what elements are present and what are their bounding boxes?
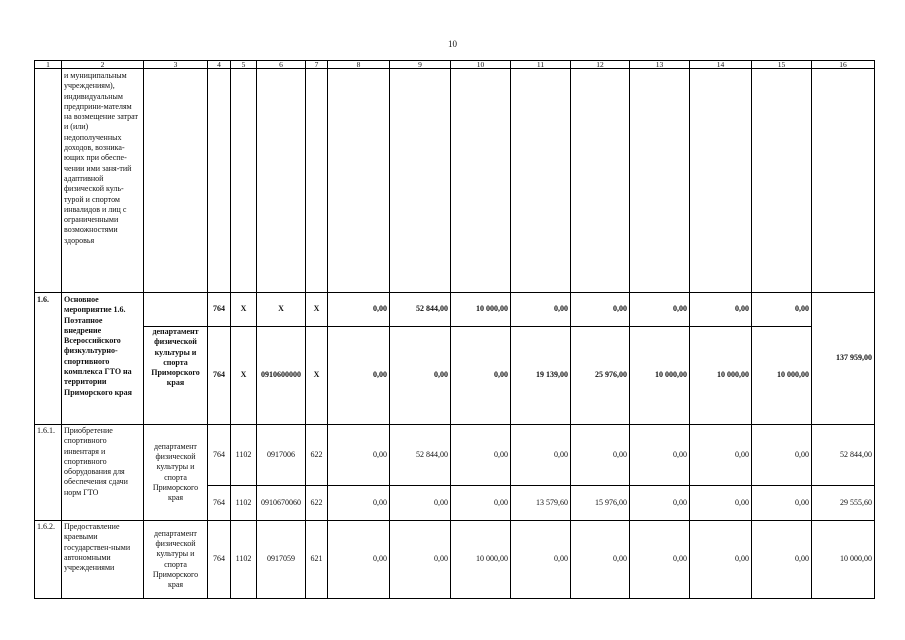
column-header: 7 [306, 61, 328, 69]
cell-c5: 1102 [231, 521, 257, 599]
cell-c11: 13 579,60 [511, 486, 571, 521]
cell-c13: 0,00 [630, 486, 690, 521]
column-header: 15 [752, 61, 812, 69]
cell-c16: 10 000,00 [812, 521, 875, 599]
page-number: 10 [448, 39, 457, 49]
cell-c13: 0,00 [630, 425, 690, 486]
cell-c9: 52 844,00 [390, 425, 451, 486]
executor: департамент физической культуры и спорта Приморского края [144, 425, 208, 521]
cell-c5: Х [231, 293, 257, 327]
item-name: Приобретение спортивного инвентаря и спортивного оборудования для обеспечения сдачи норм ГТО [62, 425, 144, 521]
cell-c4: 764 [208, 293, 231, 327]
cell-c15: 0,00 [752, 521, 812, 599]
executor: департамент физической культуры и спорта Приморского края [144, 327, 208, 425]
column-header: 14 [690, 61, 752, 69]
column-header: 4 [208, 61, 231, 69]
cell-c13: 10 000,00 [630, 327, 690, 425]
cell-c7: 622 [306, 486, 328, 521]
column-header: 9 [390, 61, 451, 69]
cell-c11: 0,00 [511, 293, 571, 327]
cell-c4: 764 [208, 486, 231, 521]
item-name: и муниципальным учреждениям), индивидуальным предприни-мателям на возмещение затрат и (или) недополученных доходов, возника-ющих при обеспе-чении ими заня-тий адаптивной физической куль-турой и спортом инвалидов и лиц с ограниченными возможностями здоровья [62, 69, 144, 293]
cell-c15: 10 000,00 [752, 327, 812, 425]
cell-c12: 0,00 [571, 293, 630, 327]
cell-c6: 0910600000 [257, 327, 306, 425]
cell-c14: 0,00 [690, 425, 752, 486]
cell-c8: 0,00 [328, 521, 390, 599]
cell-c11: 0,00 [511, 425, 571, 486]
cell-c8: 0,00 [328, 293, 390, 327]
cell-c13: 0,00 [630, 521, 690, 599]
column-header: 11 [511, 61, 571, 69]
column-header: 12 [571, 61, 630, 69]
cell-c7: 622 [306, 425, 328, 486]
cell-c5: Х [231, 327, 257, 425]
cell-c9: 52 844,00 [390, 293, 451, 327]
cell-c5: 1102 [231, 425, 257, 486]
cell-c6: 0917059 [257, 521, 306, 599]
cell-c10: 0,00 [451, 486, 511, 521]
cell-c12: 0,00 [571, 521, 630, 599]
row-number: 1.6.1. [35, 425, 62, 521]
cell-c8: 0,00 [328, 425, 390, 486]
cell-c15: 0,00 [752, 425, 812, 486]
cell-c4: 764 [208, 521, 231, 599]
column-header: 13 [630, 61, 690, 69]
row-number: 1.6.2. [35, 521, 62, 599]
cell-c14: 0,00 [690, 521, 752, 599]
cell-c12: 25 976,00 [571, 327, 630, 425]
cell-c9: 0,00 [390, 521, 451, 599]
column-header: 6 [257, 61, 306, 69]
cell-c11: 19 139,00 [511, 327, 571, 425]
table-row [35, 425, 875, 486]
cell-c7: 621 [306, 521, 328, 599]
cell-c12: 15 976,00 [571, 486, 630, 521]
cell-c12: 0,00 [571, 425, 630, 486]
cell-c6: Х [257, 293, 306, 327]
cell-c15: 0,00 [752, 486, 812, 521]
cell-c6: 0917006 [257, 425, 306, 486]
cell-c4: 764 [208, 425, 231, 486]
table-row-continuation [35, 69, 875, 293]
cell-c9: 0,00 [390, 486, 451, 521]
cell-c6: 0910670060 [257, 486, 306, 521]
cell-c9: 0,00 [390, 327, 451, 425]
cell-total: 137 959,00 [812, 293, 875, 425]
column-header: 10 [451, 61, 511, 69]
cell-c15: 0,00 [752, 293, 812, 327]
table-row [35, 293, 875, 327]
column-header: 8 [328, 61, 390, 69]
cell-c13: 0,00 [630, 293, 690, 327]
item-name: Основное мероприятие 1.6. Поэтапное внедрение Всероссийского физкультурно-спортивного комплекса ГТО на территории Приморского края [62, 293, 144, 425]
cell-c10: 10 000,00 [451, 521, 511, 599]
column-header: 2 [62, 61, 144, 69]
column-header: 16 [812, 61, 875, 69]
cell-c10: 0,00 [451, 327, 511, 425]
cell-c5: 1102 [231, 486, 257, 521]
cell-c16: 29 555,60 [812, 486, 875, 521]
cell-c14: 10 000,00 [690, 327, 752, 425]
table-row [35, 521, 875, 599]
cell-c8: 0,00 [328, 486, 390, 521]
cell-c7: Х [306, 327, 328, 425]
item-name: Предоставление краевыми государствен-ными автономными учреждениями [62, 521, 144, 599]
cell-c10: 10 000,00 [451, 293, 511, 327]
cell-c4: 764 [208, 327, 231, 425]
cell-c8: 0,00 [328, 327, 390, 425]
cell-c14: 0,00 [690, 486, 752, 521]
cell-c16: 52 844,00 [812, 425, 875, 486]
column-header: 1 [35, 61, 62, 69]
table-row [35, 327, 875, 425]
executor: департамент физической культуры и спорта Приморского края [144, 521, 208, 599]
column-header: 5 [231, 61, 257, 69]
row-number: 1.6. [35, 293, 62, 425]
column-header: 3 [144, 61, 208, 69]
cell-c11: 0,00 [511, 521, 571, 599]
header-row [35, 61, 875, 69]
budget-table [34, 60, 875, 599]
cell-c7: Х [306, 293, 328, 327]
cell-c14: 0,00 [690, 293, 752, 327]
cell-c10: 0,00 [451, 425, 511, 486]
